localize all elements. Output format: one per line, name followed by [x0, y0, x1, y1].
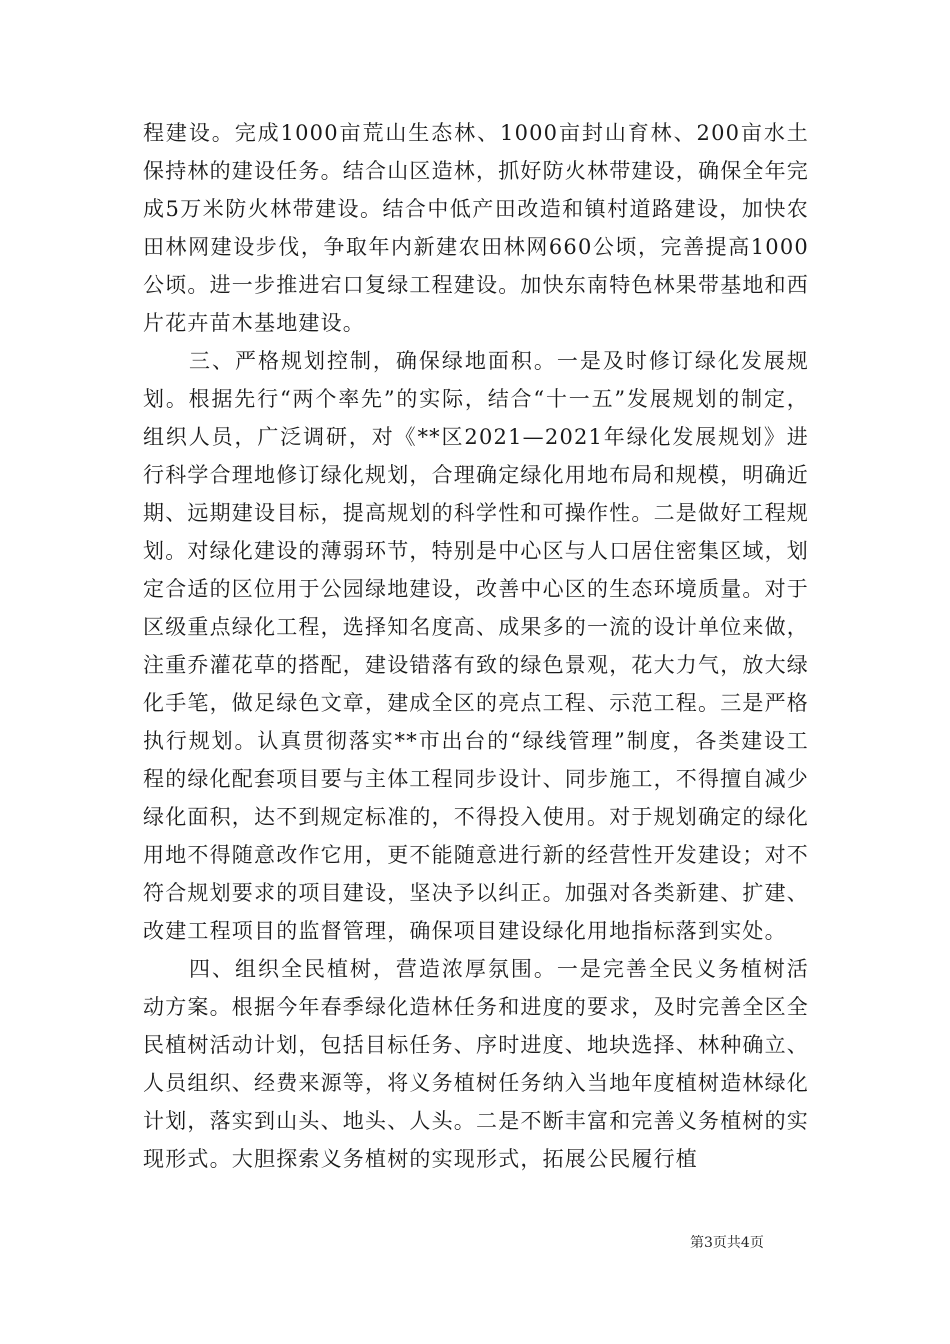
- paragraph-continuation: 程建设。完成1000亩荒山生态林、1000亩封山育林、200亩水土保持林的建设任务。结合山区造林，抓好防火林带建设，确保全年完成5万米防火林带建设。结合中低产田改造和镇村道路建设，加快农田林网建设步伐，争取年内新建农田林网660公顷，完善提高1000公顷。进一步推进宕口复绿工程建设。加快东南特色林果带基地和西片花卉苗木基地建设。: [143, 121, 809, 335]
- paragraph-section-4: 四、组织全民植树，营造浓厚氛围。一是完善全民义务植树活动方案。根据今年春季绿化造林任务和进度的要求，及时完善全区全民植树活动计划，包括目标任务、序时进度、地块选择、林种确立、人员组织、经费来源等，将义务植树任务纳入当地年度植树造林绿化计划，落实到山头、地头、人头。二是不断丰富和完善义务植树的实现形式。大胆探索义务植树的实现形式，拓展公民履行植: [143, 957, 809, 1171]
- document-body: [143, 114, 809, 1178]
- page-number-footer: 第3页共4页: [690, 1235, 764, 1251]
- paragraph-section-3: 三、严格规划控制，确保绿地面积。一是及时修订绿化发展规划。根据先行“两个率先”的实际，结合“十一五”发展规划的制定，组织人员，广泛调研，对《**区2021—2021年绿化发展规划》进行科学合理地修订绿化规划，合理确定绿化用地布局和规模，明确近期、远期建设目标，提高规划的科学性和可操作性。二是做好工程规划。对绿化建设的薄弱环节，特别是中心区与人口居住密集区域，划定合适的区位用于公园绿地建设，改善中心区的生态环境质量。对于区级重点绿化工程，选择知名度高、成果多的一流的设计单位来做，注重乔灌花草的搭配，建设错落有致的绿色景观，花大力气，放大绿化手笔，做足绿色文章，建成全区的亮点工程、示范工程。三是严格执行规划。认真贯彻落实**市出台的“绿线管理”制度，各类建设工程的绿化配套项目要与主体工程同步设计、同步施工，不得擅自减少绿化面积，达不到规定标准的，不得投入使用。对于规划确定的绿化用地不得随意改作它用，更不能随意进行新的经营性开发建设；对不符合规划要求的项目建设，坚决予以纠正。加强对各类新建、扩建、改建工程项目的监督管理，确保项目建设绿化用地指标落到实处。: [143, 349, 809, 943]
